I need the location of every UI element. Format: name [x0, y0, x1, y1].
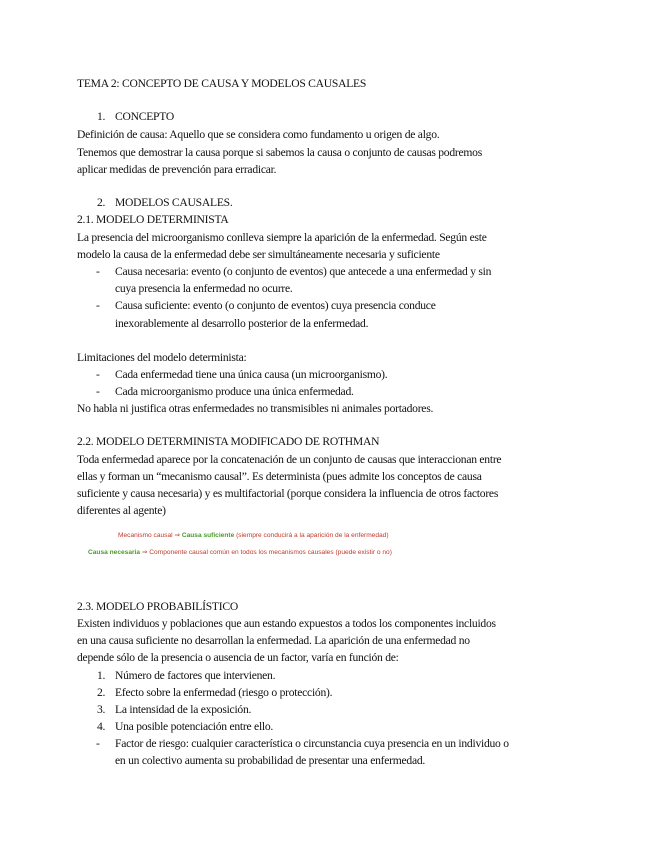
list-item-text: Efecto sobre la enfermedad (riesgo o protección). [115, 686, 333, 699]
paragraph-line: Toda enfermedad aparece por la concatenación de un conjunto de causas que interaccionan entre [77, 453, 502, 466]
paragraph-line: modelo la causa de la enfermedad debe ser simultáneamente necesaria y suficiente [77, 248, 440, 261]
bullet-text: Causa suficiente: evento (o conjunto de eventos) cuya presencia conduce [115, 299, 436, 312]
paragraph-line: ellas y forman un “mecanismo causal”. Es determinista (pues admite los conceptos de causa [77, 470, 482, 483]
paragraph-line: No habla ni justifica otras enfermedades no transmisibles ni animales portadores. [77, 402, 434, 415]
bullet-text: Cada microorganismo produce una única enfermedad. [115, 385, 354, 398]
bullet-marker: - [96, 265, 100, 278]
paragraph-line: La presencia del microorganismo conlleva siempre la aparición de la enfermedad. Según este [77, 231, 487, 244]
list-number: 3. [97, 703, 106, 716]
paragraph-line: diferentes al agente) [77, 504, 166, 517]
paragraph-line: depende sólo de la presencia o ausencia de un factor, varía en función de: [77, 651, 399, 664]
bullet-text: cuya presencia la enfermedad no ocurre. [115, 282, 293, 295]
causal-figure-line-1 [118, 531, 389, 541]
figure-term: Causa necesaria [88, 549, 141, 556]
bullet-marker: - [96, 385, 100, 398]
list-number: 1. [97, 669, 106, 682]
list-number: 2. [97, 686, 106, 699]
document-title: TEMA 2: CONCEPTO DE CAUSA Y MODELOS CAUSALES [77, 77, 367, 90]
subsection-2-3-heading: 2.3. MODELO PROBABILÍSTICO [77, 600, 238, 613]
section-1-heading: CONCEPTO [115, 110, 174, 123]
bullet-text: en un colectivo aumenta su probabilidad de presentar una enfermedad. [115, 754, 426, 767]
limitations-heading: Limitaciones del modelo determinista: [77, 351, 247, 364]
bullet-text: Causa necesaria: evento (o conjunto de eventos) que antecede a una enfermedad y sin [115, 265, 492, 278]
paragraph-line: Tenemos que demostrar la causa porque si sabemos la causa o conjunto de causas podremos [77, 146, 482, 159]
section-2-heading: MODELOS CAUSALES. [115, 196, 233, 209]
figure-term: Mecanismo causal [118, 532, 173, 539]
list-item-text: Una posible potenciación entre ello. [115, 720, 274, 733]
figure-key: Causa suficiente [181, 532, 235, 539]
paragraph-line: Existen individuos y poblaciones que aun estando expuestos a todos los componentes incluidos [77, 617, 496, 630]
bullet-marker: - [96, 737, 100, 750]
bullet-text: Cada enfermedad tiene una única causa (un microorganismo). [115, 368, 388, 381]
paragraph-line: Definición de causa: Aquello que se considera como fundamento u origen de algo. [77, 128, 440, 141]
paragraph-line: suficiente y causa necesaria) y es multifactorial (porque considera la influencia de otros factores [77, 487, 499, 500]
bullet-text: Factor de riesgo: cualquier característica o circunstancia cuya presencia en un individuo o [115, 737, 509, 750]
bullet-marker: - [96, 299, 100, 312]
causal-figure-line-2 [88, 548, 392, 558]
arrow-icon: ⇒ [141, 549, 148, 556]
list-item-text: La intensidad de la exposición. [115, 703, 252, 716]
bullet-marker: - [96, 368, 100, 381]
list-number: 4. [97, 720, 106, 733]
paragraph-line: en una causa suficiente no desarrollan la enfermedad. La aparición de una enfermedad no [77, 634, 470, 647]
paragraph-line: aplicar medidas de prevención para erradicar. [77, 163, 277, 176]
subsection-2-1-heading: 2.1. MODELO DETERMINISTA [77, 213, 229, 226]
list-item-text: Número de factores que intervienen. [115, 669, 276, 682]
arrow-icon: ⇒ [174, 532, 180, 539]
section-2-number: 2. [97, 196, 106, 209]
bullet-text: inexorablemente al desarrollo posterior de la enfermedad. [115, 317, 369, 330]
subsection-2-2-heading: 2.2. MODELO DETERMINISTA MODIFICADO DE ROTHMAN [77, 435, 380, 448]
figure-desc: (siempre conducirá a la aparición de la enfermedad) [236, 532, 389, 539]
figure-desc: Componente causal común en todos los mecanismos causales (puede existir o no) [149, 549, 392, 556]
section-1-number: 1. [97, 110, 106, 123]
